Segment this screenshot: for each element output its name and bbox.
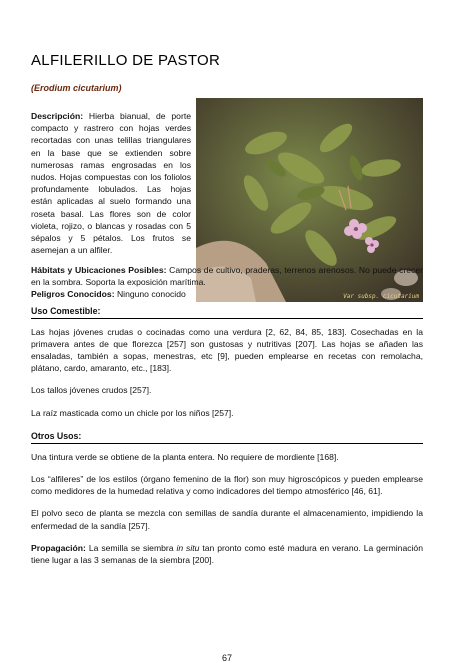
habitats-label: Hábitats y Ubicaciones Posibles: [31, 265, 167, 275]
propagation-paragraph [31, 542, 423, 566]
propagation-text-before: La semilla se siembra [85, 542, 177, 553]
edible-paragraph-1: Las hojas jóvenes crudas o cocinadas como una verdura [2, 62, 84, 85, 183]. Cosechadas en la primavera antes de que florezca [257] son gustosas y nutritivas [207]. Las hojas se añaden las ensaladas, también a sopas, menestras, etc [9], pueden emplearse en recetas con remolacha, plátano, cardo, amaranto, etc., [183]. [31, 326, 423, 374]
other-paragraph-3: El polvo seco de planta se mezcla con semillas de sandía durante el almacenamiento, impidiendo la enfermedad de la sandía [257]. [31, 508, 423, 531]
dangers-paragraph [31, 288, 423, 300]
edible-heading: Uso Comestible: [31, 305, 101, 316]
scientific-name: (Erodium cicutarium) [31, 83, 122, 93]
edible-paragraph-3: La raíz masticada como un chicle por los niños [257]. [31, 407, 234, 418]
other-uses-heading: Otros Usos: [31, 430, 82, 441]
other-uses-divider [31, 443, 423, 444]
edible-paragraph-2: Los tallos jóvenes crudos [257]. [31, 385, 152, 396]
description-block [31, 110, 191, 256]
page-title: ALFILERILLO DE PASTOR [31, 52, 221, 69]
edible-divider [31, 318, 423, 319]
other-paragraph-2: Los “alfileres” de los estilos (órgano femenino de la flor) son muy higroscópicos y pueden emplearse como medidores de la humedad relativa y como indicadores del tiempo atmosférico [46, 61]. [31, 474, 423, 497]
propagation-italic: in situ [176, 542, 200, 553]
description-label: Descripción: [31, 111, 84, 121]
dangers-label: Peligros Conocidos: [31, 289, 115, 300]
propagation-label: Propagación: [31, 542, 86, 553]
habitats-text: Campos de cultivo, praderas, terrenos arenosos. No puede crecer en la sombra. Soporta la exposición marítima. [31, 265, 423, 288]
description-text: Hierba bianual, de porte compacto y rastrero con hojas verdes recortadas con unas telillas triangulares en la base que se extienden sobre numerosas ramas engrosadas en los nudos. Hojas compuestas con los foliolos profundamente lobulados. Las hojas están aplicadas al suelo formando una roseta basal. Las flores son de color violeta, rojizo, o blancas y rosadas con 5 sépalos y 5 pétalos. Los frutos se asemejan a un alfiler. [31, 111, 191, 256]
propagation-text-after: tan pronto como esté madura en verano. La germinación tiene lugar a las 3 semanas de la siembra [200]. [31, 542, 423, 566]
page [31, 52, 423, 663]
dangers-text: Ninguno conocido [114, 289, 186, 300]
main-text [31, 264, 423, 566]
photo-caption: Var subsp. cicutarium [343, 293, 419, 300]
page-number: 67 [221, 653, 232, 663]
habitats-paragraph [31, 264, 423, 288]
other-paragraph-1: Una tintura verde se obtiene de la planta entera. No requiere de mordiente [168]. [31, 451, 339, 462]
